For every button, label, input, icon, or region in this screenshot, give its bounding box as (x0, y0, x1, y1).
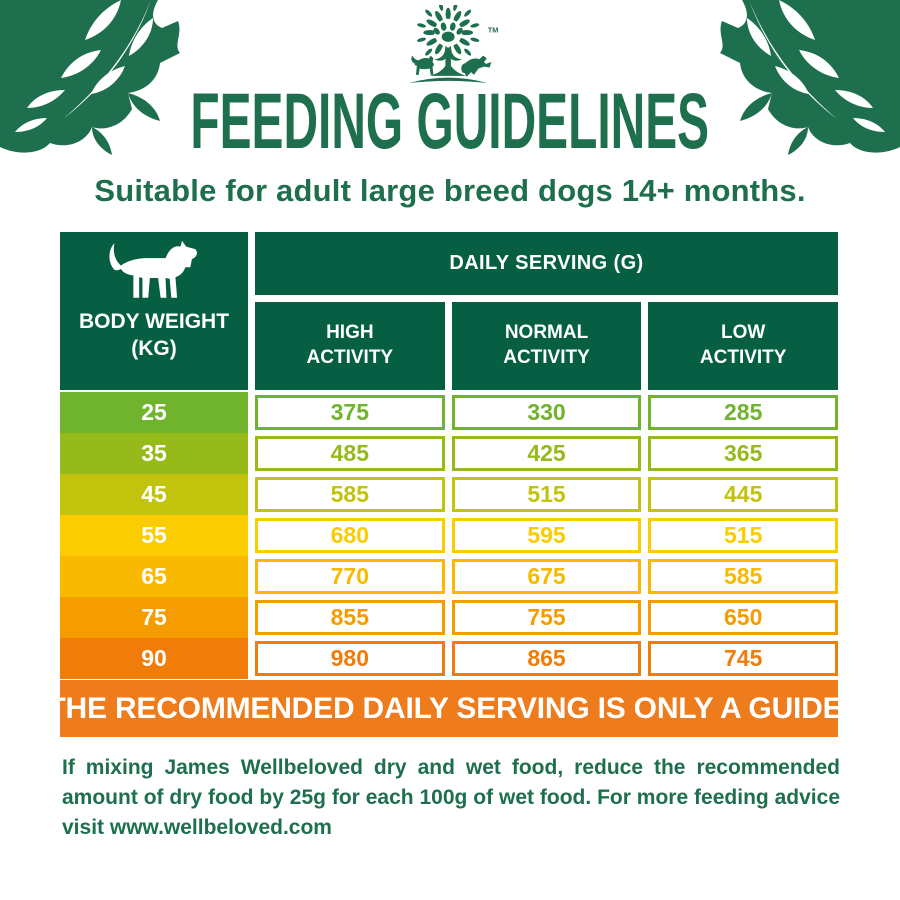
table-row (60, 392, 838, 433)
serving-value-cell: 425 (452, 436, 642, 471)
serving-value-cell: 330 (452, 395, 642, 430)
page-title: FEEDING GUIDELINES (190, 77, 710, 166)
serving-value-cell: 865 (452, 641, 642, 676)
serving-values (248, 597, 838, 638)
serving-values (248, 474, 838, 515)
serving-values (248, 392, 838, 433)
cat-silhouette (411, 56, 434, 75)
table-row (60, 433, 838, 474)
serving-value-cell: 755 (452, 600, 642, 635)
serving-values (248, 638, 838, 679)
serving-value-cell: 515 (452, 477, 642, 512)
page-subtitle: Suitable for adult large breed dogs 14+ months. (94, 173, 806, 208)
serving-value-cell: 515 (648, 518, 838, 553)
trunk (430, 45, 467, 75)
body-weight-cell: 55 (60, 515, 248, 556)
serving-value-cell: 855 (255, 600, 445, 635)
body-weight-cell: 90 (60, 638, 248, 679)
body-weight-header-cell (60, 232, 248, 390)
serving-value-cell: 365 (648, 436, 838, 471)
serving-values (248, 515, 838, 556)
guide-banner: THE RECOMMENDED DAILY SERVING IS ONLY A GUIDE. (60, 680, 838, 737)
serving-value-cell: 445 (648, 477, 838, 512)
high-activity-header-cell: HIGH ACTIVITY (255, 302, 445, 390)
body-weight-cell: 35 (60, 433, 248, 474)
activity-header-row (255, 302, 838, 390)
table-row (60, 638, 838, 679)
serving-value-cell: 485 (255, 436, 445, 471)
trademark-symbol: TM (487, 25, 499, 35)
serving-values (248, 433, 838, 474)
body-weight-cell: 25 (60, 392, 248, 433)
table-header (60, 232, 838, 390)
footer-note: If mixing James Wellbeloved dry and wet food, reduce the recommended amount of dry food by 25g for each 100g of wet food. For more feeding advice visit www.wellbeloved.com (62, 756, 840, 840)
serving-value-cell: 585 (648, 559, 838, 594)
serving-value-cell: 770 (255, 559, 445, 594)
serving-header-group (255, 232, 838, 390)
serving-value-cell: 745 (648, 641, 838, 676)
dog-icon (102, 240, 206, 306)
body-weight-cell: 45 (60, 474, 248, 515)
table-row (60, 515, 838, 556)
daily-serving-header-cell: DAILY SERVING (G) (255, 232, 838, 295)
serving-value-cell: 585 (255, 477, 445, 512)
body-weight-label: BODY WEIGHT (KG) (78, 310, 230, 361)
serving-value-cell: 650 (648, 600, 838, 635)
normal-activity-header-cell: NORMAL ACTIVITY (452, 302, 642, 390)
table-body (60, 392, 838, 679)
serving-value-cell: 980 (255, 641, 445, 676)
low-activity-header-cell: LOW ACTIVITY (648, 302, 838, 390)
table-row (60, 474, 838, 515)
body-weight-cell: 75 (60, 597, 248, 638)
serving-value-cell: 680 (255, 518, 445, 553)
table-row (60, 556, 838, 597)
serving-values (248, 556, 838, 597)
feeding-table (60, 232, 838, 679)
serving-value-cell: 675 (452, 559, 642, 594)
table-row (60, 597, 838, 638)
serving-value-cell: 375 (255, 395, 445, 430)
serving-value-cell: 595 (452, 518, 642, 553)
serving-value-cell: 285 (648, 395, 838, 430)
dog-silhouette (461, 56, 491, 77)
body-weight-cell: 65 (60, 556, 248, 597)
